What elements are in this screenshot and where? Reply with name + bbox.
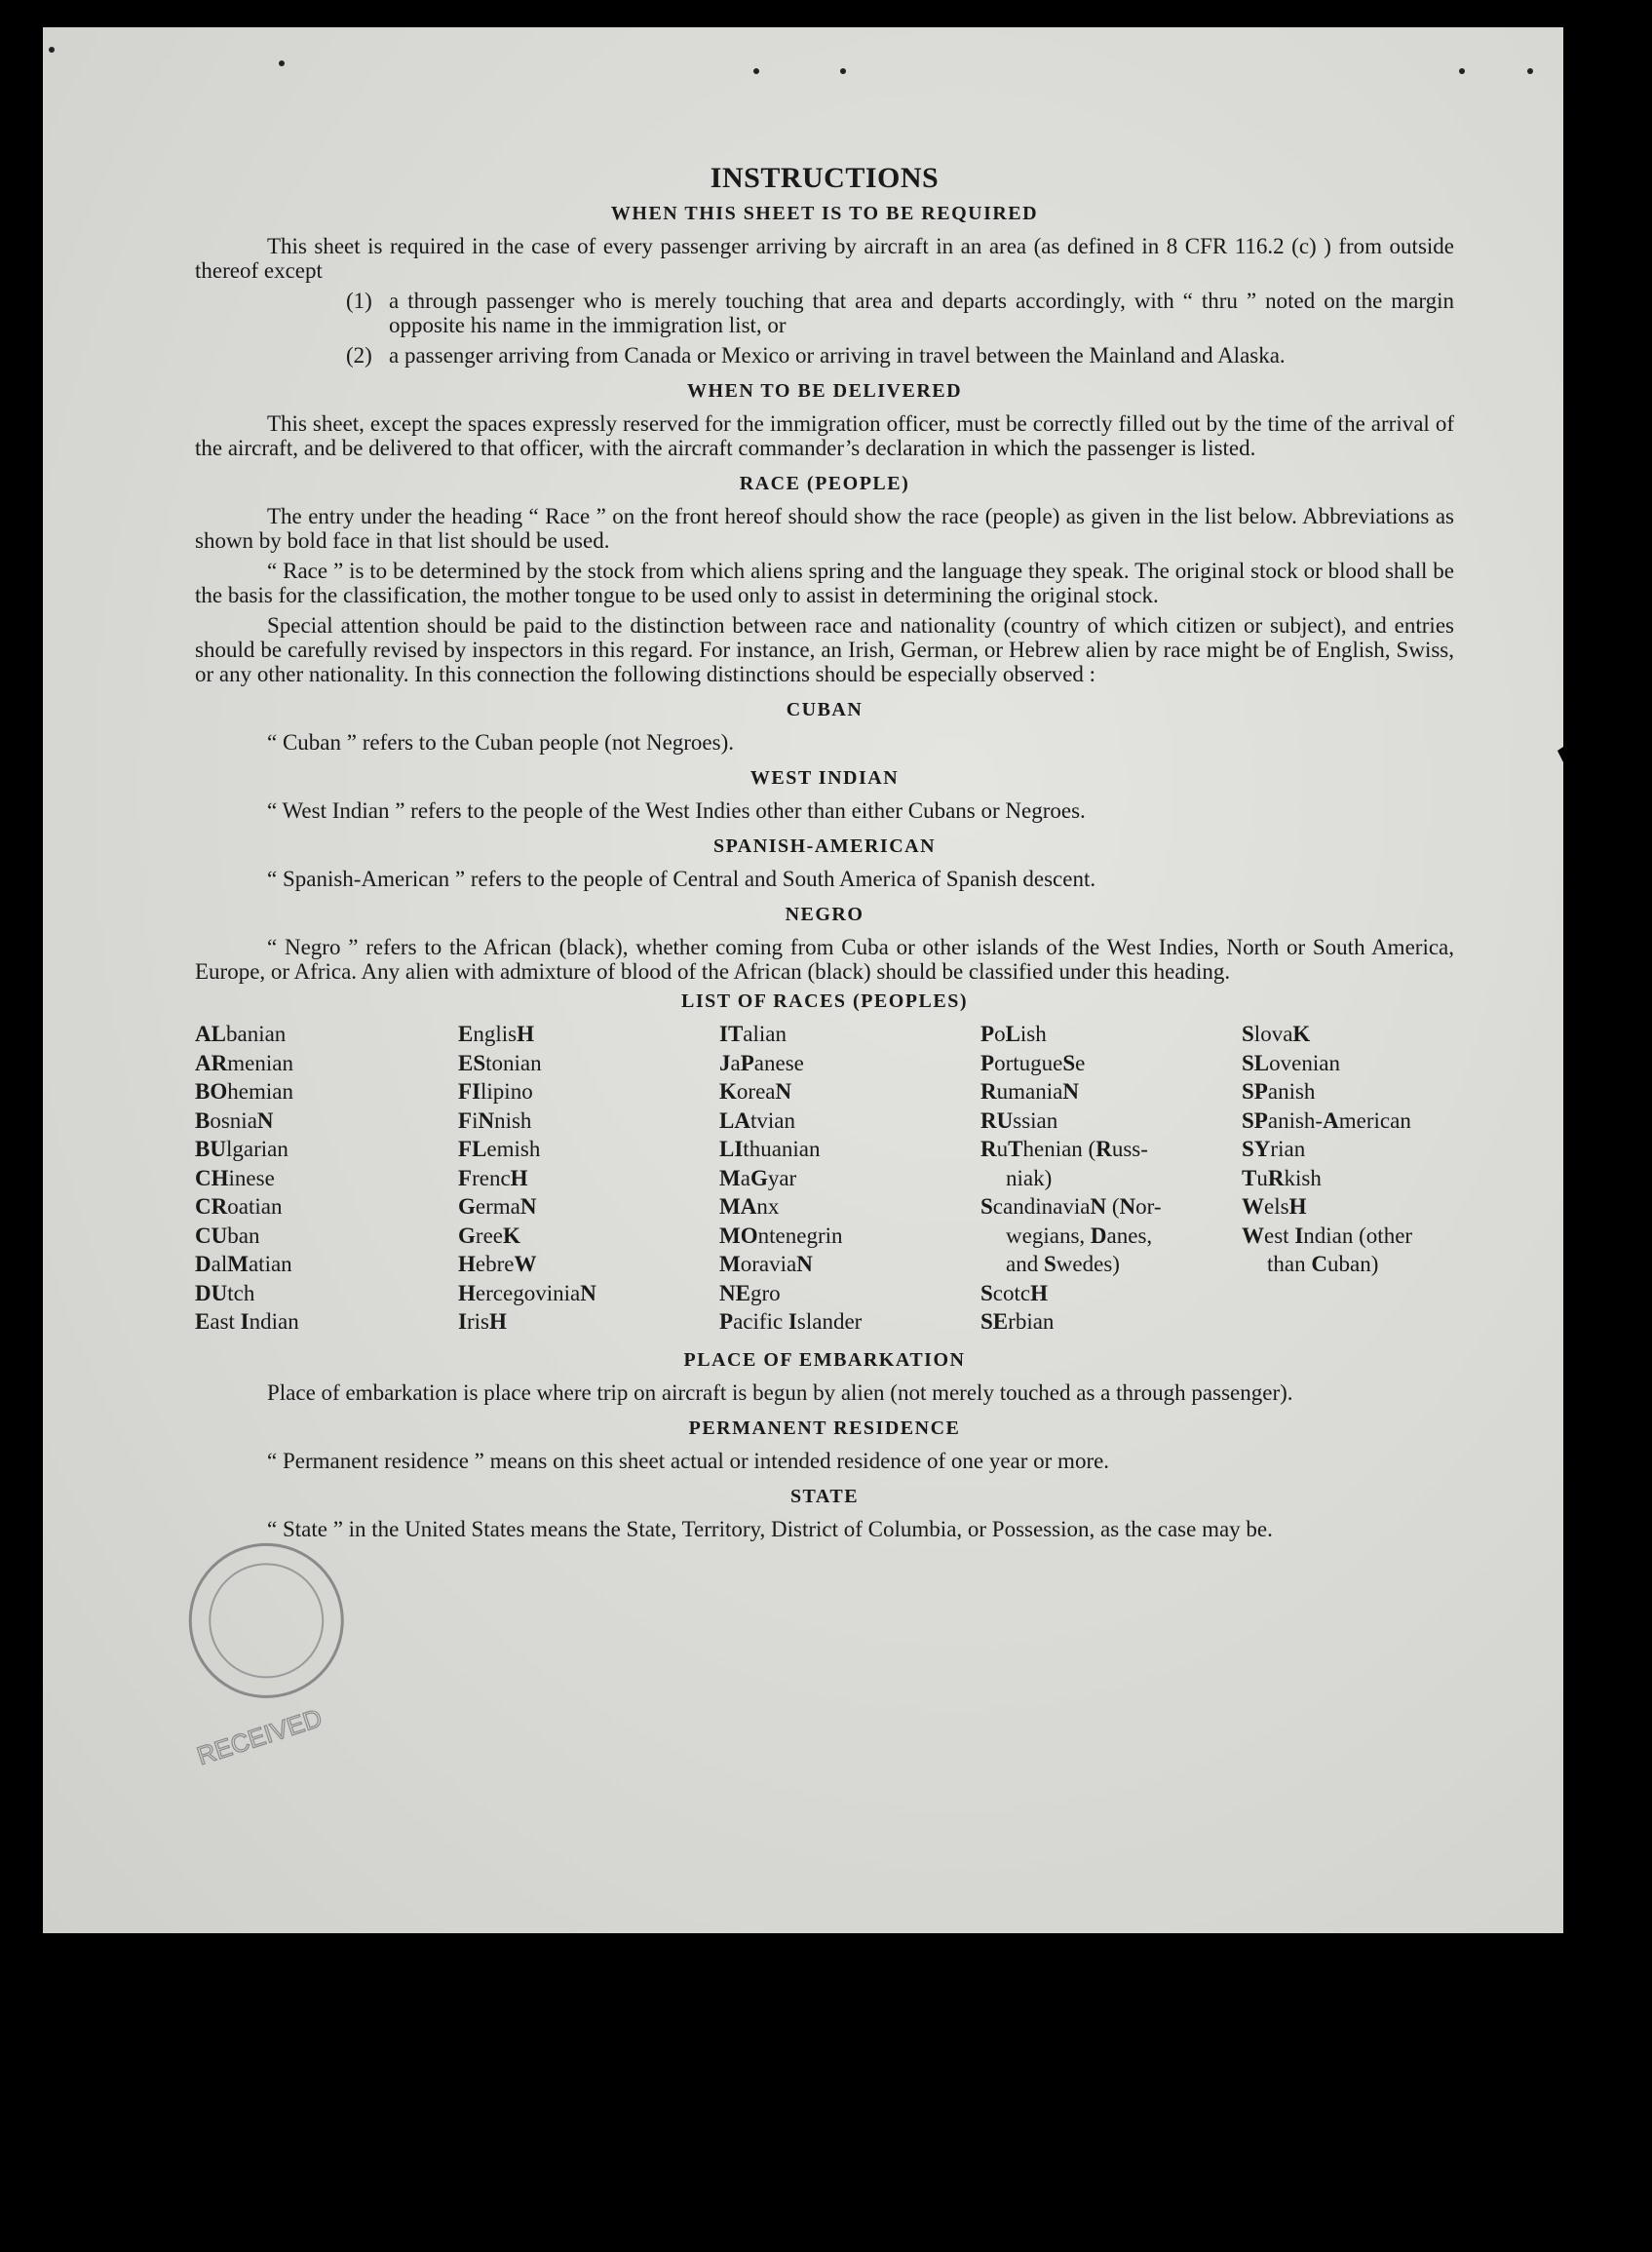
- race-entry: PoLish: [980, 1022, 1047, 1046]
- residence-text: “ Permanent residence ” means on this sheet actual or intended residence of one year or more.: [267, 1448, 1110, 1473]
- race-entry: EnglisH: [458, 1022, 534, 1046]
- punch-mark: [1527, 68, 1533, 74]
- race-entry: SlovaK: [1242, 1022, 1311, 1046]
- instructions-content: [195, 162, 1454, 1547]
- punch-mark: [753, 68, 759, 74]
- race-entry: MoraviaN: [719, 1252, 813, 1276]
- race-entry: SPanish-American: [1242, 1107, 1411, 1133]
- race-entry: GermaN: [458, 1194, 537, 1219]
- when-delivered-text: This sheet, except the spaces expressly reserved for the immigration officer, must be correctly filled out by the time of the arrival of the aircraft, and be delivered to that officer, with the aircraft commander’s declaration in which the passenger is listed.: [195, 411, 1454, 460]
- heading-residence: PERMANENT RESIDENCE: [688, 1417, 961, 1439]
- race-entry: BosniaN: [195, 1107, 274, 1133]
- races-list: [195, 1020, 1454, 1337]
- exception-item: [195, 343, 1454, 368]
- races-column: [458, 1020, 719, 1337]
- punch-mark: [49, 47, 55, 53]
- heading-list-of-races: LIST OF RACES (PEOPLES): [680, 990, 968, 1012]
- stamp-text: RECEIVED: [193, 1702, 326, 1771]
- race-entry: DalMatian: [195, 1252, 292, 1276]
- race-entry: IrisH: [458, 1309, 507, 1334]
- race-entry: HercegoviniaN: [458, 1280, 596, 1305]
- race-entry: FrencH: [458, 1165, 528, 1190]
- race-entry: ScotcH: [980, 1280, 1049, 1305]
- heading-when-delivered: WHEN TO BE DELIVERED: [686, 380, 963, 402]
- race-paragraph-2: “ Race ” is to be determined by the stock from which aliens spring and the language they speak. The original stock or blood shall be the basis for the classification, the mother tongue to be used only to assist in determining the original stock.: [195, 559, 1454, 607]
- race-entry: BUlgarian: [195, 1137, 288, 1161]
- state-text: “ State ” in the United States means the State, Territory, District of Columbia, or Possession, as the case may be.: [267, 1516, 1273, 1541]
- race-entry: Pacific Islander: [719, 1309, 863, 1334]
- race-entry: FiNnish: [458, 1107, 532, 1133]
- race-entry: than Cuban): [1267, 1252, 1379, 1276]
- race-entry: MaGyar: [719, 1165, 797, 1190]
- race-entry: West Indian (other: [1242, 1223, 1413, 1248]
- races-column: [980, 1020, 1242, 1337]
- race-entry: MOntenegrin: [719, 1223, 843, 1248]
- when-required-intro: This sheet is required in the case of every passenger arriving by aircraft in an area (as defined in 8 CFR 116.2 (c) ) from outside thereof except: [195, 234, 1454, 283]
- race-paragraph-1: The entry under the heading “ Race ” on the front hereof should show the race (people) as given in the list below. Abbreviations as shown by bold face in that list should be used.: [195, 504, 1454, 553]
- heading-cuban: CUBAN: [786, 699, 864, 720]
- page-title: INSTRUCTIONS: [710, 162, 940, 194]
- race-entry: EStonian: [458, 1050, 542, 1075]
- race-entry: and Swedes): [1006, 1252, 1120, 1276]
- race-entry: HebreW: [458, 1252, 537, 1276]
- races-column: [719, 1020, 980, 1337]
- race-entry: CHinese: [195, 1165, 275, 1190]
- heading-west-indian: WEST INDIAN: [749, 767, 900, 789]
- race-entry: CRoatian: [195, 1194, 283, 1219]
- item-number: (1): [346, 289, 372, 313]
- race-entry: niak): [1006, 1165, 1053, 1190]
- torn-edge: [1557, 712, 1616, 868]
- race-entry: LAtvian: [719, 1107, 795, 1133]
- race-entry: BOhemian: [195, 1079, 293, 1104]
- race-entry: SYrian: [1242, 1137, 1306, 1161]
- race-entry: DUtch: [195, 1280, 255, 1305]
- heading-spanish-american: SPANISH-AMERICAN: [712, 835, 937, 857]
- race-entry: ScandinaviaN (Nor-: [980, 1194, 1162, 1219]
- race-entry: SPanish: [1242, 1079, 1316, 1104]
- race-entry: wegians, Danes,: [1006, 1223, 1153, 1248]
- item-text: a passenger arriving from Canada or Mexico or arriving in travel between the Mainland and Alaska.: [389, 343, 1286, 368]
- heading-state: STATE: [789, 1485, 860, 1507]
- west-indian-text: “ West Indian ” refers to the people of the West Indies other than either Cubans or Negroes.: [267, 798, 1086, 823]
- race-entry: FLemish: [458, 1137, 541, 1161]
- spanish-american-text: “ Spanish-American ” refers to the people of Central and South America of Spanish descent.: [267, 867, 1096, 891]
- exception-item: [195, 289, 1454, 337]
- race-entry: ALbanian: [195, 1022, 287, 1046]
- item-number: (2): [346, 343, 372, 368]
- race-entry: KoreaN: [719, 1079, 792, 1104]
- negro-text: “ Negro ” refers to the African (black), whether coming from Cuba or other islands of the West Indies, North or South America, Europe, or Africa. Any alien with admixture of blood of the African (black) should be classified under this heading.: [195, 935, 1454, 984]
- heading-embarkation: PLACE OF EMBARKATION: [683, 1348, 966, 1371]
- race-entry: RuThenian (Russ-: [980, 1137, 1148, 1161]
- race-entry: SErbian: [980, 1309, 1055, 1334]
- races-column: [195, 1020, 458, 1337]
- race-entry: JaPanese: [719, 1050, 804, 1075]
- embarkation-text: Place of embarkation is place where trip on aircraft is begun by alien (not merely touched as a through passenger).: [267, 1379, 1293, 1405]
- punch-mark: [840, 68, 846, 74]
- race-entry: RUssian: [980, 1107, 1058, 1133]
- race-entry: NEgro: [719, 1280, 781, 1305]
- race-entry: East Indian: [195, 1309, 299, 1334]
- race-entry: TuRkish: [1242, 1165, 1322, 1190]
- heading-when-required: WHEN THIS SHEET IS TO BE REQUIRED: [610, 203, 1039, 224]
- race-entry: PortugueSe: [980, 1050, 1086, 1075]
- race-entry: GreeK: [458, 1223, 520, 1248]
- cuban-text: “ Cuban ” refers to the Cuban people (not Negroes).: [267, 730, 735, 755]
- race-entry: ARmenian: [195, 1050, 293, 1075]
- heading-negro: NEGRO: [785, 904, 864, 925]
- race-entry: WelsH: [1242, 1194, 1307, 1219]
- race-entry: SLovenian: [1242, 1050, 1340, 1075]
- races-column: [1242, 1020, 1454, 1337]
- heading-race: RACE (PEOPLE): [739, 473, 910, 494]
- race-entry: CUban: [195, 1223, 260, 1248]
- punch-mark: [279, 60, 285, 66]
- race-entry: LIthuanian: [719, 1137, 821, 1161]
- race-paragraph-3: Special attention should be paid to the distinction between race and nationality (country of which citizen or subject), and entries should be carefully revised by inspectors in this regard. For instance, an Irish, German, or Hebrew alien by race might be of English, Swiss, or any other nationality. In this connection the following distinctions should be especially observed :: [195, 613, 1454, 686]
- punch-mark: [1459, 68, 1465, 74]
- item-text: a through passenger who is merely touching that area and departs accordingly, with “ thru ” noted on the margin opposite his name in the immigration list, or: [389, 289, 1454, 337]
- race-entry: FIlipino: [458, 1079, 533, 1104]
- race-entry: ITalian: [719, 1022, 788, 1046]
- race-entry: MAnx: [719, 1194, 780, 1219]
- race-entry: RumaniaN: [980, 1079, 1079, 1104]
